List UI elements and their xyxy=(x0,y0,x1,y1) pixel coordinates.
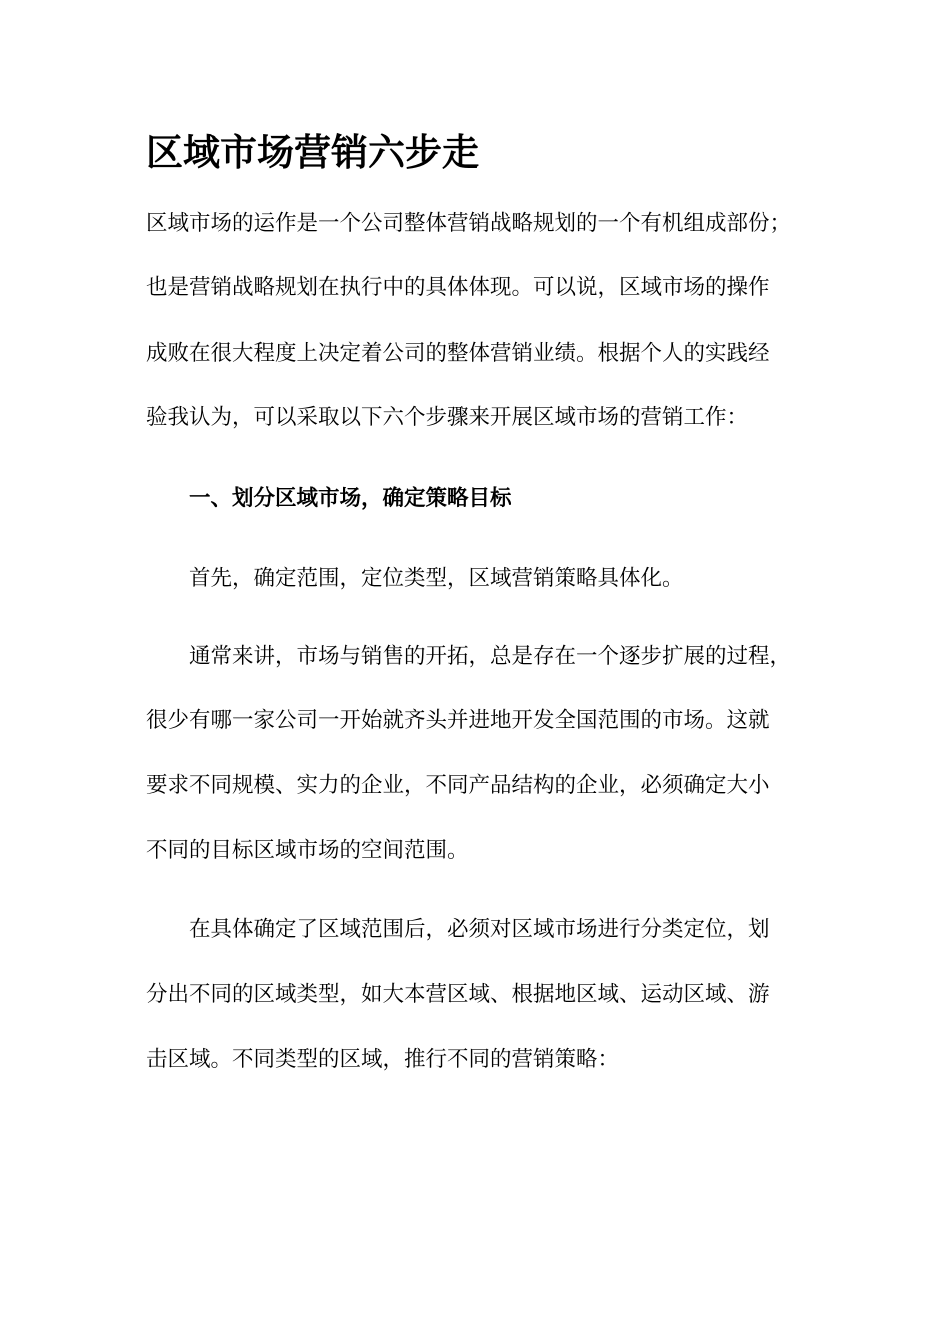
document-title: 区域市场营销六步走 xyxy=(146,130,479,174)
intro-line-1: 区域市场的运作是一个公司整体营销战略规划的一个有机组成部份； xyxy=(146,211,792,236)
paragraph-2-line-1: 通常来讲，市场与销售的开拓，总是存在一个逐步扩展的过程， xyxy=(189,644,792,669)
paragraph-3-line-1: 在具体确定了区域范围后，必须对区域市场进行分类定位，划 xyxy=(189,917,770,942)
paragraph-3-line-3: 击区域。不同类型的区域，推行不同的营销策略： xyxy=(146,1047,620,1072)
paragraph-2-line-4: 不同的目标区域市场的空间范围。 xyxy=(146,838,469,863)
intro-line-3: 成败在很大程度上决定着公司的整体营销业绩。根据个人的实践经 xyxy=(146,341,770,366)
intro-line-4: 验我认为，可以采取以下六个步骤来开展区域市场的营销工作： xyxy=(146,405,749,430)
paragraph-2-line-3: 要求不同规模、实力的企业，不同产品结构的企业，必须确定大小 xyxy=(146,773,770,798)
paragraph-1-line-1: 首先，确定范围，定位类型，区域营销策略具体化。 xyxy=(189,566,684,591)
paragraph-3-line-2: 分出不同的区域类型，如大本营区域、根据地区域、运动区域、游 xyxy=(146,982,770,1007)
paragraph-2-line-2: 很少有哪一家公司一开始就齐头并进地开发全国范围的市场。这就 xyxy=(146,708,770,733)
intro-line-2: 也是营销战略规划在执行中的具体体现。可以说，区域市场的操作 xyxy=(146,275,770,300)
section-heading: 一、划分区域市场，确定策略目标 xyxy=(189,486,512,511)
